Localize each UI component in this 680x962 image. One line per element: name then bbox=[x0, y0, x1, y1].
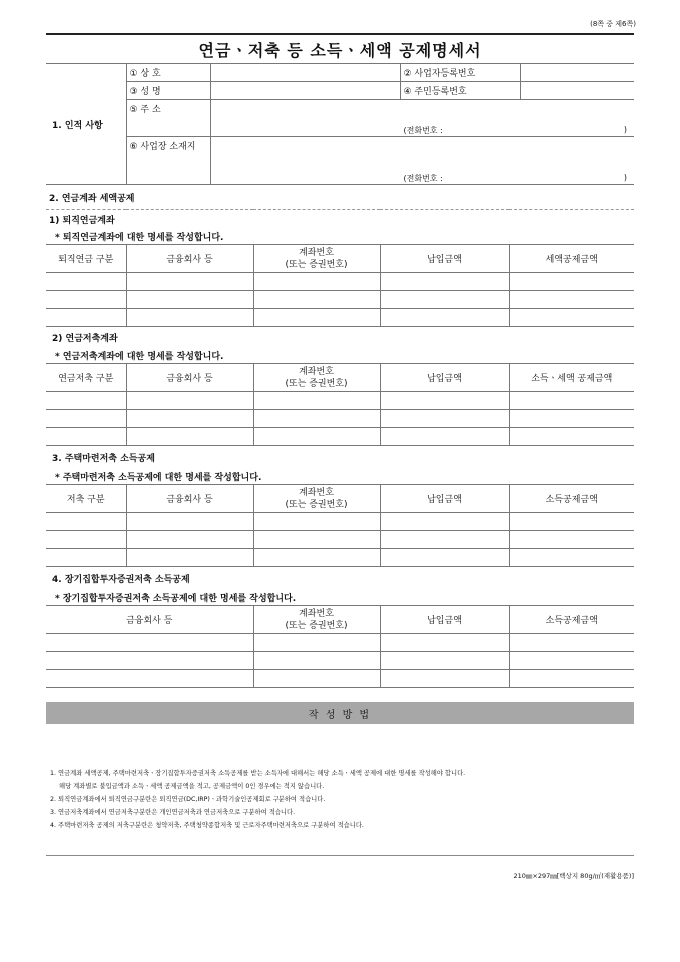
section4-note: * 장기집합투자증권저축 소득공제에 대한 명세를 작성합니다. bbox=[46, 589, 634, 606]
table-row bbox=[46, 513, 634, 531]
table-row bbox=[46, 670, 634, 688]
address-phone-close: ) bbox=[623, 125, 628, 134]
section2-sub1-label: 1) 퇴직연금계좌 bbox=[46, 210, 634, 229]
section3-note: * 주택마련저축 소득공제에 대한 명세를 작성합니다. bbox=[46, 468, 634, 485]
section1-label: 1. 인적 사항 bbox=[46, 64, 126, 185]
table-row bbox=[46, 428, 634, 446]
section2-sub2-note: * 연금저축계좌에 대한 명세를 작성합니다. bbox=[46, 347, 634, 364]
table-row bbox=[46, 309, 634, 327]
section2-table bbox=[46, 184, 634, 688]
resident-reg-no-label: ④ 주민등록번호 bbox=[400, 82, 520, 100]
savings-deduction-header: 소득공제금액 bbox=[509, 485, 634, 513]
savings-payment-header: 납입금액 bbox=[380, 485, 509, 513]
pension-institution-header: 금융회사 등 bbox=[126, 364, 253, 392]
savings-institution-header: 금융회사 등 bbox=[126, 485, 253, 513]
form-title: 연금ㆍ저축 등 소득ㆍ세액 공제명세서 bbox=[46, 34, 634, 64]
instructions-list bbox=[50, 767, 640, 832]
section4-label: 4. 장기집합투자증권저축 소득공제 bbox=[46, 567, 634, 590]
name-label: ③ 성 명 bbox=[126, 82, 210, 100]
tax-deduction-form bbox=[46, 33, 634, 724]
workplace-phone-close: ) bbox=[623, 173, 628, 182]
retirement-type-header: 퇴직연금 구분 bbox=[46, 245, 126, 273]
business-reg-no-field[interactable] bbox=[520, 64, 634, 82]
section2-sub2-label: 2) 연금저축계좌 bbox=[46, 327, 634, 348]
table-row bbox=[46, 549, 634, 567]
instruction-item: 2. 퇴직연금계좌에서 퇴직연금구분란은 퇴직연금(DC,IRP)ㆍ과학기술인공제회로 구분하여 적습니다. bbox=[50, 796, 326, 803]
pension-account-header: 계좌번호 (또는 증권번호) bbox=[253, 364, 380, 392]
table-row bbox=[46, 652, 634, 670]
address-phone-label: (전화번호 : bbox=[403, 126, 443, 135]
investment-deduction-header: 소득공제금액 bbox=[509, 606, 634, 634]
section3-label: 3. 주택마련저축 소득공제 bbox=[46, 446, 634, 469]
name-field[interactable] bbox=[210, 82, 400, 100]
retirement-account-header: 계좌번호 (또는 증권번호) bbox=[253, 245, 380, 273]
workplace-phone-label: (전화번호 : bbox=[403, 174, 443, 183]
pension-payment-header: 납입금액 bbox=[380, 364, 509, 392]
section2-label: 2. 연금계좌 세액공제 bbox=[46, 185, 634, 210]
retirement-payment-header: 납입금액 bbox=[380, 245, 509, 273]
instruction-item: 해당 계좌별로 불입금액과 소득ㆍ세액 공제금액을 적고, 공제금액이 0인 경우에는 적지 않습니다. bbox=[59, 783, 325, 790]
table-row bbox=[46, 410, 634, 428]
section2-sub1-note: * 퇴직연금계좌에 대한 명세를 작성합니다. bbox=[46, 228, 634, 245]
company-name-label: ① 상 호 bbox=[126, 64, 210, 82]
instruction-item: 3. 연금저축계좌에서 연금저축구분란은 개인연금저축과 연금저축으로 구분하여 적습니다. bbox=[50, 809, 296, 816]
instructions-header-table bbox=[46, 702, 634, 724]
address-field[interactable] bbox=[210, 100, 634, 137]
form-table bbox=[46, 33, 634, 185]
table-row bbox=[46, 273, 634, 291]
footer-divider bbox=[46, 855, 634, 856]
savings-account-header: 계좌번호 (또는 증권번호) bbox=[253, 485, 380, 513]
investment-institution-header: 금융회사 등 bbox=[46, 606, 253, 634]
investment-payment-header: 납입금액 bbox=[380, 606, 509, 634]
page-number: (8쪽 중 제6쪽) bbox=[590, 20, 636, 28]
table-row bbox=[46, 291, 634, 309]
instruction-item: 4. 주택마련저축 공제의 저축구분란은 청약저축, 주택청약종합저축 및 근로자주택마련저축으로 구분하여 적습니다. bbox=[50, 822, 364, 829]
investment-account-header: 계좌번호 (또는 증권번호) bbox=[253, 606, 380, 634]
pension-type-header: 연금저축 구분 bbox=[46, 364, 126, 392]
table-row bbox=[46, 392, 634, 410]
retirement-institution-header: 금융회사 등 bbox=[126, 245, 253, 273]
business-reg-no-label: ② 사업자등록번호 bbox=[400, 64, 520, 82]
savings-type-header: 저축 구분 bbox=[46, 485, 126, 513]
table-row bbox=[46, 634, 634, 652]
retirement-credit-header: 세액공제금액 bbox=[509, 245, 634, 273]
workplace-address-label: ⑥ 사업장 소재지 bbox=[126, 137, 210, 185]
workplace-address-field[interactable] bbox=[210, 137, 634, 185]
instruction-item: 1. 연금계좌 세액공제, 주택마련저축ㆍ장기집합투자증권저축 소득공제를 받는 소득자에 대해서는 해당 소득ㆍ세액 공제에 대한 명세를 작성해야 합니다. bbox=[50, 770, 466, 777]
instructions-title: 작 성 방 법 bbox=[46, 702, 634, 724]
address-label: ⑤ 주 소 bbox=[126, 100, 210, 137]
paper-spec: 210㎜×297㎜[백상지 80g/㎡(재활용품)] bbox=[513, 872, 634, 880]
company-name-field[interactable] bbox=[210, 64, 400, 82]
table-row bbox=[46, 531, 634, 549]
pension-credit-header: 소득ㆍ세액 공제금액 bbox=[509, 364, 634, 392]
resident-reg-no-field[interactable] bbox=[520, 82, 634, 100]
